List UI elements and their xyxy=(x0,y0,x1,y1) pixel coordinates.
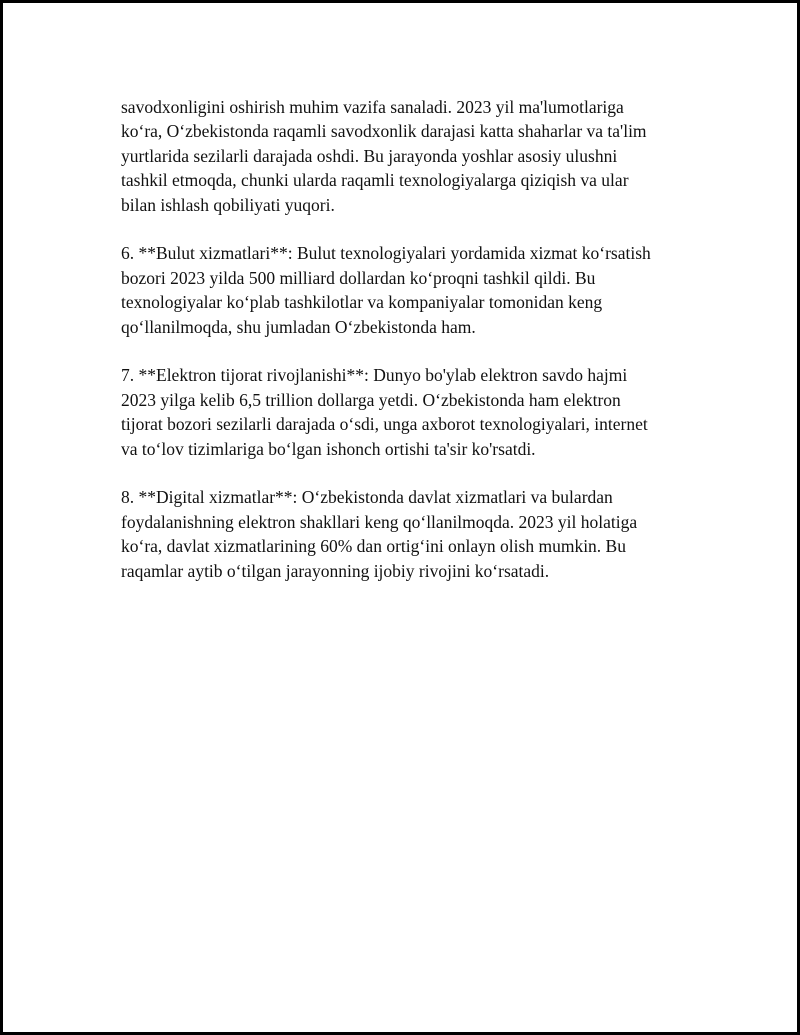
text-line: tijorat bozori sezilarli darajada o‘sdi, unga axborot texnologiyalari, internet xyxy=(121,414,648,435)
text-line: bozori 2023 yilda 500 milliard dollardan ko‘proqni tashkil qildi. Bu xyxy=(121,267,596,288)
text-line: raqamlar aytib o‘tilgan jarayonning ijobiy rivojini ko‘rsatadi. xyxy=(121,560,550,581)
text-line: bilan ishlash qobiliyati yuqori. xyxy=(121,194,335,215)
text-line: va to‘lov tizimlariga bo‘lgan ishonch ortishi ta'sir ko'rsatdi. xyxy=(121,438,536,459)
text-line: 2023 yilga kelib 6,5 trillion dollarga yetdi. O‘zbekistonda ham elektron xyxy=(121,389,621,410)
paragraph-digital-literacy xyxy=(121,95,691,217)
paragraph-cloud-services xyxy=(121,241,691,339)
text-line: ko‘ra, O‘zbekistonda raqamli savodxonlik darajasi katta shaharlar va ta'lim xyxy=(121,121,647,142)
text-line: 6. **Bulut xizmatlari**: Bulut texnologiyalari yordamida xizmat ko‘rsatish xyxy=(121,243,651,264)
text-line: foydalanishning elektron shakllari keng qo‘llanilmoqda. 2023 yil holatiga xyxy=(121,511,638,532)
text-line: 8. **Digital xizmatlar**: O‘zbekistonda davlat xizmatlari va bulardan xyxy=(121,487,613,508)
text-line: savodxonligini oshirish muhim vazifa sanaladi. 2023 yil ma'lumotlariga xyxy=(121,97,624,117)
document-body xyxy=(121,95,691,607)
text-line: texnologiyalar ko‘plab tashkilotlar va kompaniyalar tomonidan keng xyxy=(121,292,603,313)
paragraph-ecommerce xyxy=(121,363,691,461)
text-line: ko‘ra, davlat xizmatlarining 60% dan ortig‘ini onlayn olish mumkin. Bu xyxy=(121,536,626,557)
text-line: tashkil etmoqda, chunki ularda raqamli texnologiyalarga qiziqish va ular xyxy=(121,170,629,191)
text-line: 7. **Elektron tijorat rivojlanishi**: Dunyo bo'ylab elektron savdo hajmi xyxy=(121,365,628,386)
text-line: qo‘llanilmoqda, shu jumladan O‘zbekistonda ham. xyxy=(121,316,476,337)
text-line: yurtlarida sezilarli darajada oshdi. Bu jarayonda yoshlar asosiy ulushni xyxy=(121,145,618,166)
paragraph-digital-services xyxy=(121,485,691,583)
